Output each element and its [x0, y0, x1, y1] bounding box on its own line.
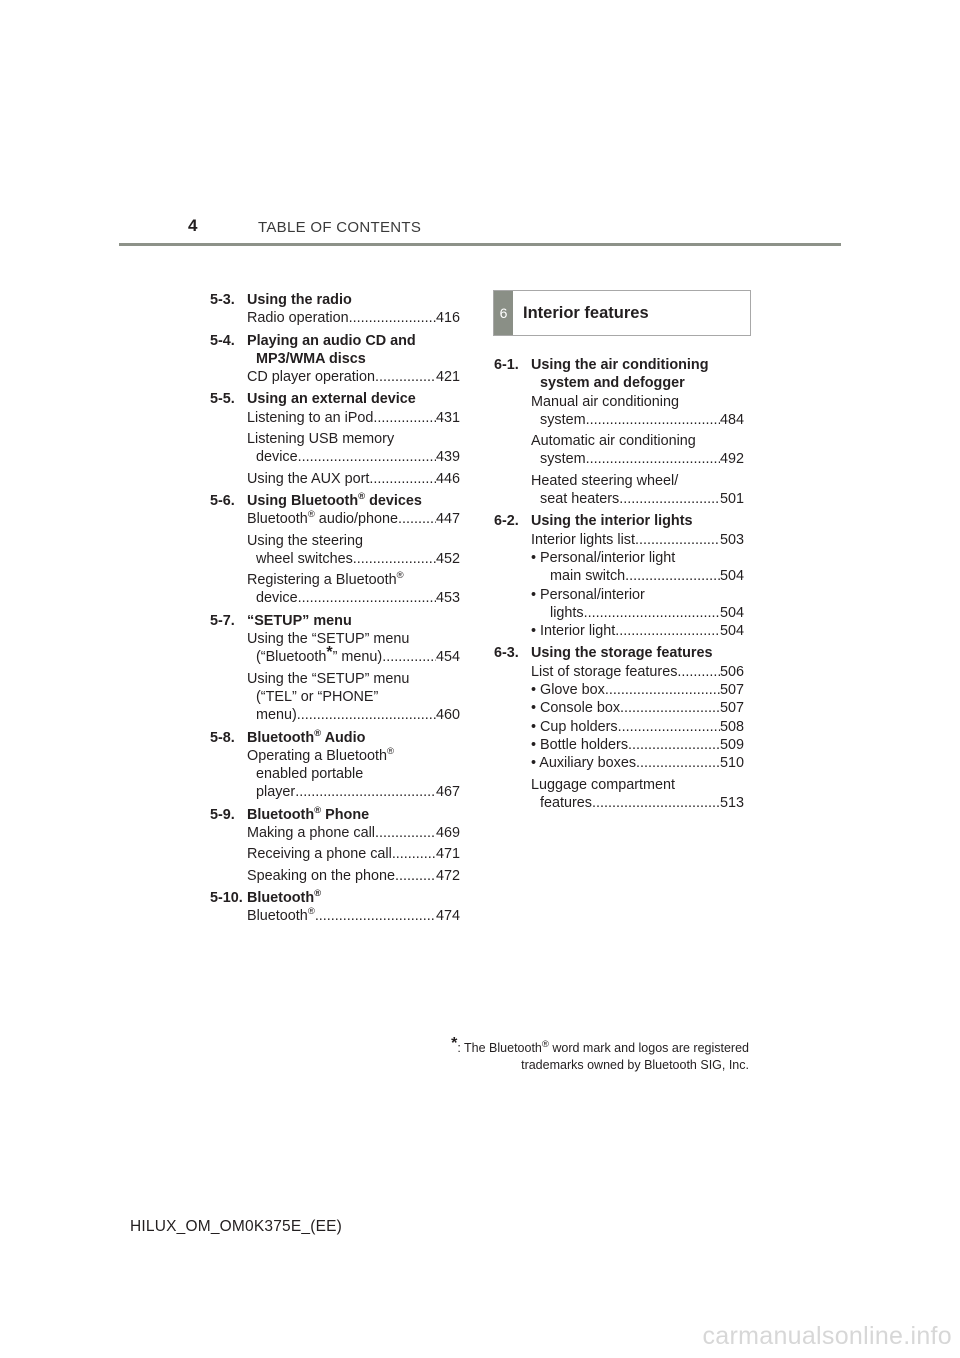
footnote: *: The Bluetooth® word mark and logos are registered trademarks owned by Bluetooth SIG, Inc.: [451, 1035, 749, 1072]
toc-entry[interactable]: List of storage features ..... 506: [531, 663, 744, 681]
toc-section-5-10: [210, 889, 460, 926]
toc-subentry[interactable]: • Cup holders ..... 508: [531, 718, 744, 736]
toc-section-5-7: [210, 612, 460, 725]
page-ref: 509: [719, 736, 744, 753]
page-ref: 460: [435, 707, 460, 724]
page-ref: 439: [435, 449, 460, 466]
section-title: Bluetooth®: [247, 888, 322, 906]
toc-left-column: [210, 287, 460, 930]
chapter-header[interactable]: [493, 290, 751, 336]
section-title: Playing an audio CD and MP3/WMA discs: [247, 332, 416, 367]
toc-entry[interactable]: Luggage compartment features ..... 513: [531, 776, 744, 813]
toc-subentry[interactable]: • Auxiliary boxes ..... 510: [531, 754, 744, 772]
section-number: 5-3.: [210, 292, 235, 308]
section-title: Using the air conditioning system and defogger: [531, 357, 709, 392]
toc-entry[interactable]: Speaking on the phone ..... 472: [247, 867, 460, 885]
toc-section-5-6: [210, 492, 460, 608]
page-ref: 471: [435, 846, 460, 863]
toc-section-5-4: [210, 332, 460, 387]
page-ref: 501: [719, 491, 744, 508]
page-ref: 484: [719, 411, 744, 428]
header-rule: [119, 243, 841, 246]
toc-subentry[interactable]: • Bottle holders ..... 509: [531, 736, 744, 754]
toc-right-column: [494, 352, 744, 816]
toc-entry[interactable]: Using the “SETUP” menu (“Bluetooth*” menu) ..... 454: [247, 630, 460, 667]
page-ref: 507: [719, 700, 744, 717]
section-title: Using the interior lights: [531, 513, 693, 530]
page-title: TABLE OF CONTENTS: [258, 219, 422, 236]
toc-subentry[interactable]: • Glove box ..... 507: [531, 681, 744, 699]
section-title: Using Bluetooth® devices: [247, 491, 422, 509]
toc-entry[interactable]: Bluetooth® ..... 474: [247, 907, 460, 925]
section-title: Bluetooth® Phone: [247, 804, 370, 823]
section-number: 5-9.: [210, 806, 235, 823]
toc-entry[interactable]: Bluetooth® audio/phone ..... 447: [247, 510, 460, 528]
page-ref: 506: [719, 663, 744, 680]
section-number: 5-4.: [210, 332, 235, 349]
chapter-number-tab: 6: [494, 291, 513, 335]
toc-entry[interactable]: Manual air conditioning system ..... 484: [531, 393, 744, 430]
page-ref: 504: [719, 604, 744, 621]
toc-section-5-8: [210, 729, 460, 802]
chapter-title: Interior features: [523, 303, 649, 322]
toc-section-6-2: [494, 512, 744, 640]
page-ref: 467: [435, 784, 460, 801]
toc-section-5-9: [210, 806, 460, 885]
toc-subentry[interactable]: • Interior light ..... 504: [531, 622, 744, 640]
toc-subentry[interactable]: • Personal/interior light main switch ..... 504: [531, 549, 744, 586]
page-ref: 513: [719, 794, 744, 811]
toc-entry[interactable]: Using the steering wheel switches ..... 452: [247, 532, 460, 569]
page-ref: 454: [435, 649, 460, 666]
section-number: 6-2.: [494, 513, 519, 530]
toc-entry[interactable]: Using the AUX port ..... 446: [247, 470, 460, 488]
page-ref: 453: [435, 590, 460, 607]
toc-entry[interactable]: CD player operation ..... 421: [247, 368, 460, 386]
section-number: 5-8.: [210, 729, 235, 746]
section-number: 6-1.: [494, 357, 519, 373]
page-ref: 446: [435, 470, 460, 487]
toc-entry[interactable]: Listening to an iPod ..... 431: [247, 409, 460, 427]
page-ref: 469: [435, 825, 460, 842]
section-title: Bluetooth® Audio: [247, 727, 366, 746]
toc-entry[interactable]: Using the “SETUP” menu (“TEL” or “PHONE” menu) ..... 460: [247, 670, 460, 725]
toc-subentry[interactable]: • Personal/interior lights ..... 504: [531, 586, 744, 623]
page-ref: 416: [435, 310, 460, 327]
section-title: “SETUP” menu: [247, 612, 352, 629]
section-number: 5-7.: [210, 612, 235, 629]
section-title: Using the storage features: [531, 645, 713, 662]
toc-section-5-3: [210, 291, 460, 328]
section-title: Using the radio: [247, 292, 352, 308]
page-ref: 508: [719, 718, 744, 735]
toc-entry[interactable]: Heated steering wheel/ seat heaters ..... 501: [531, 472, 744, 509]
toc-subentry[interactable]: • Console box ..... 507: [531, 699, 744, 717]
toc-entry[interactable]: Making a phone call ..... 469: [247, 824, 460, 842]
page-ref: 504: [719, 568, 744, 585]
toc-entry[interactable]: Operating a Bluetooth® enabled portable player ..... 467: [247, 747, 460, 802]
page-ref: 474: [435, 908, 460, 925]
toc-entry[interactable]: Listening USB memory device ..... 439: [247, 430, 460, 467]
page-ref: 431: [435, 409, 460, 426]
page-ref: 447: [435, 511, 460, 528]
section-number: 5-10.: [210, 889, 243, 906]
asterisk-mark: *: [451, 1035, 458, 1052]
section-number: 5-5.: [210, 391, 235, 408]
watermark: carmanualsonline.info: [702, 1322, 952, 1350]
page-ref: 472: [435, 867, 460, 884]
toc-entry[interactable]: Interior lights list ..... 503: [531, 531, 744, 549]
page-ref: 503: [719, 531, 744, 548]
toc-section-6-1: [494, 356, 744, 508]
page-ref: 510: [719, 755, 744, 772]
section-title: Using an external device: [247, 391, 416, 408]
page-number: 4: [188, 216, 198, 235]
page-ref: 421: [435, 369, 460, 386]
toc-section-6-3: [494, 644, 744, 812]
document-code: HILUX_OM_OM0K375E_(EE): [130, 1218, 343, 1235]
toc-entry[interactable]: Radio operation ..... 416: [247, 309, 460, 327]
toc-entry[interactable]: Receiving a phone call ..... 471: [247, 845, 460, 863]
page-ref: 492: [719, 451, 744, 468]
toc-entry[interactable]: Registering a Bluetooth® device ..... 453: [247, 571, 460, 608]
page-ref: 504: [719, 623, 744, 640]
section-number: 6-3.: [494, 645, 519, 662]
section-number: 5-6.: [210, 492, 235, 509]
page-header: [0, 214, 960, 244]
page-ref: 452: [435, 550, 460, 567]
toc-entry[interactable]: Automatic air conditioning system ..... 492: [531, 432, 744, 469]
toc-section-5-5: [210, 390, 460, 487]
page-ref: 507: [719, 682, 744, 699]
